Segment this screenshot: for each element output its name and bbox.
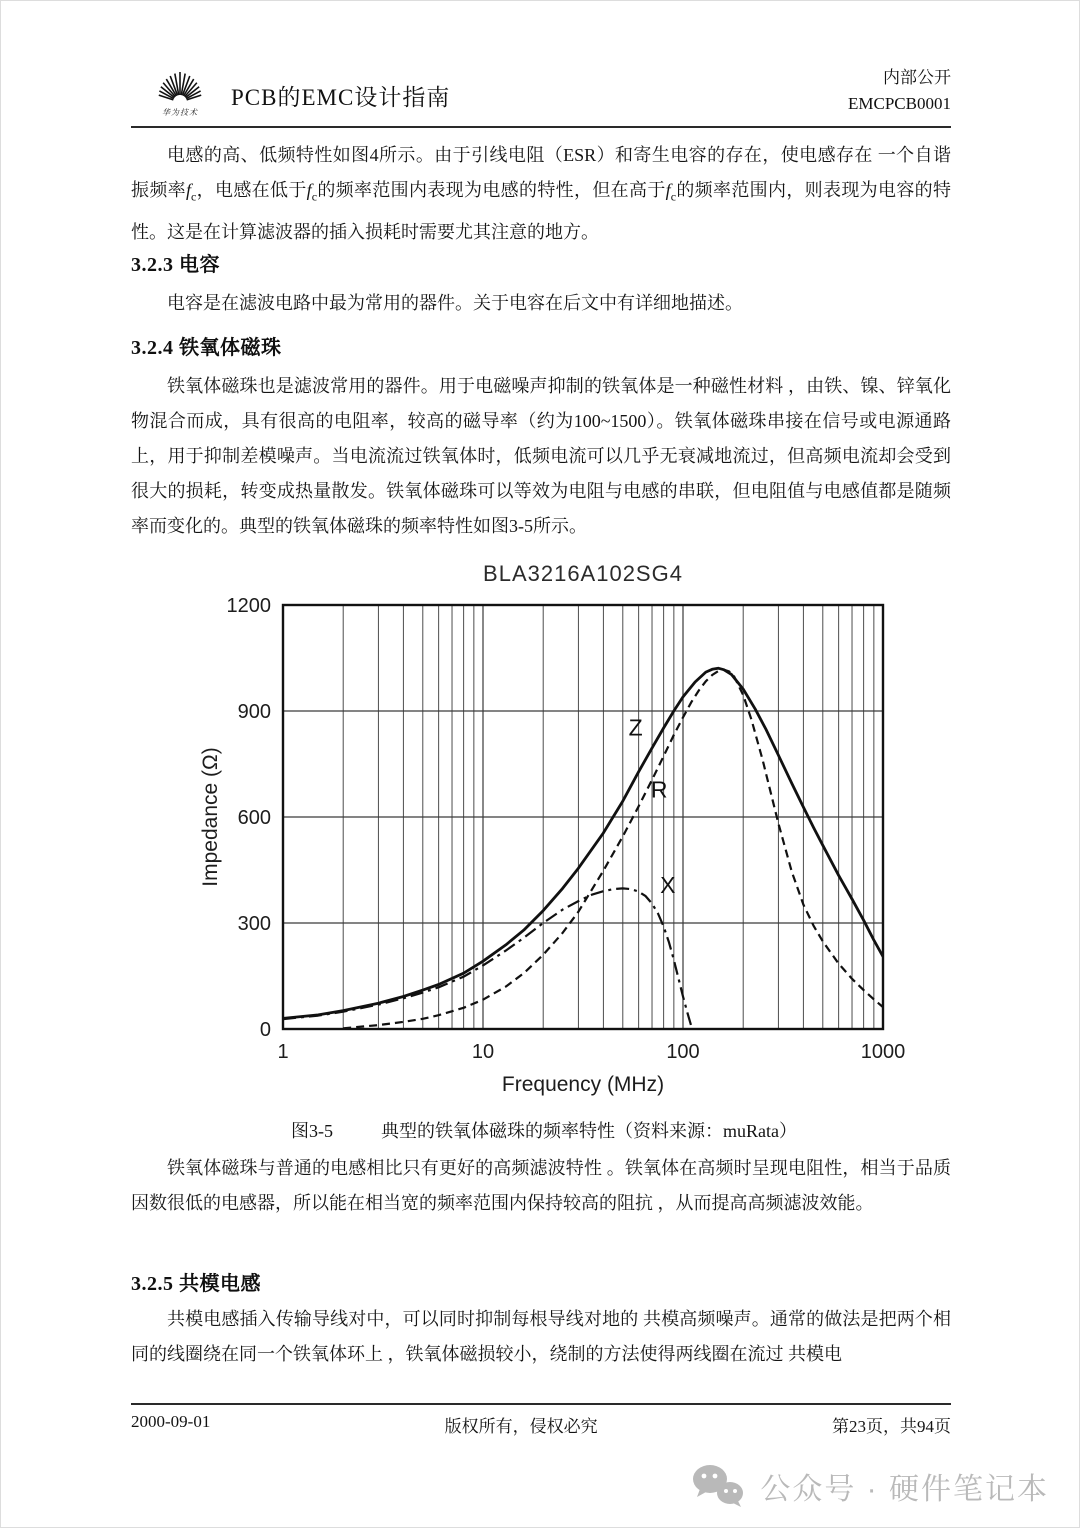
- figure-3-5: [131, 553, 921, 1105]
- formula-sub: c: [191, 189, 197, 204]
- section-323-paragraph: 电容是在滤波电路中最为常用的器件。关于电容在后文中有详细地描述。: [167, 293, 743, 313]
- formula-sub: c: [670, 189, 677, 204]
- page-header: [131, 1, 951, 128]
- text-run: ，电感在低于: [196, 180, 307, 200]
- y-axis-label: Impedance (Ω): [199, 747, 222, 887]
- header-left: [155, 62, 450, 118]
- x-tick-label: 1: [277, 1041, 289, 1063]
- x-tick-label: 100: [666, 1041, 700, 1063]
- series-R-label: R: [650, 776, 668, 803]
- intro-paragraph: [131, 138, 951, 250]
- y-tick-label: 0: [259, 1019, 271, 1041]
- section-heading-323: 3.2.3 电容: [131, 254, 220, 276]
- y-tick-label: 900: [237, 701, 271, 723]
- y-tick-label: 1200: [226, 595, 271, 617]
- y-tick-label: 600: [237, 807, 271, 829]
- text-run: 的频率范围内，则表现为电容的特性。这是在计算滤波器的插入损耗时需要尤其注意的地方。: [131, 180, 952, 242]
- footer-page-number: 第23页，共94页: [831, 1417, 951, 1436]
- figure-caption-label: 图3-5: [291, 1121, 333, 1141]
- series-X-label: X: [660, 871, 676, 898]
- page-footer: [131, 1403, 951, 1437]
- footer-date: 2000-09-01: [131, 1412, 211, 1431]
- x-axis-label: Frequency (MHz): [501, 1073, 665, 1096]
- doc-number: EMCPCB0001: [848, 94, 951, 113]
- figure-caption: [131, 1117, 951, 1143]
- company-logo: [155, 62, 205, 118]
- formula-f: f: [306, 180, 312, 200]
- section-heading-325: 3.2.5 共模电感: [131, 1273, 261, 1295]
- formula-f: f: [665, 180, 671, 200]
- section-325-paragraph: 共模电感插入传输导线对中，可以同时抑制每根导线对地的 共模高频噪声。通常的做法是把两个相同的线圈绕在同一个铁氧体环上 ，铁氧体磁损较小，绕制的方法使得两线圈在流过 共模电: [131, 1309, 951, 1364]
- document-title: PCB的EMC设计指南: [231, 85, 451, 110]
- section-324-paragraph: 铁氧体磁珠也是滤波常用的器件。用于电磁噪声抑制的铁氧体是一种磁性材料 ，由铁、镍、锌氧化物混合而成，具有很高的电阻率，较高的磁导率（约为100~1500）。铁氧体磁珠串接在信号或电源通路上，用于抑制差模噪声。当电流流过铁氧体时，低频电流可以几乎无衰减地流过，但高频电流却会受到很大的损耗，转变成热量散发。铁氧体磁珠可以等效为电阻与电感的串联，但电阻值与电感值都是随频率而变化的。典型的铁氧体磁珠的频率特性如图3-5所示。: [131, 376, 951, 536]
- chart-title: BLA3216A102SG4: [483, 561, 683, 586]
- wechat-icon: [690, 1463, 746, 1509]
- formula-f: f: [186, 180, 192, 200]
- figure-caption-text: 典型的铁氧体磁珠的频率特性（资料来源：muRata）: [381, 1121, 797, 1141]
- series-R-curve: [343, 670, 883, 1029]
- text-run: 电感的高、低频特性如图4所示。由于引线电阻（ESR）和寄生电容的存在，使电感存在 一个自谐振频率: [131, 145, 951, 200]
- series-Z-label: Z: [628, 714, 643, 741]
- series-Z-curve: [283, 668, 883, 1018]
- classification-label: 内部公开: [883, 68, 951, 87]
- x-tick-label: 1000: [860, 1041, 906, 1063]
- formula-sub: c: [311, 189, 318, 204]
- watermark-text: 公众号 · 硬件笔记本: [760, 1473, 1049, 1506]
- impedance-frequency-chart: [131, 553, 921, 1105]
- after-figure-paragraph: 铁氧体磁珠与普通的电感相比只有更好的高频滤波特性 。铁氧体在高频时呈现电阻性，相当于品质因数很低的电感器，所以能在相当宽的频率范围内保持较高的阻抗 ，从而提高高频滤波效能。: [131, 1158, 951, 1213]
- section-heading-324: 3.2.4 铁氧体磁珠: [131, 337, 282, 359]
- footer-copyright: 版权所有，侵权必究: [444, 1417, 598, 1436]
- huawei-fan-logo-icon: [155, 62, 205, 106]
- watermark: [690, 1463, 1049, 1509]
- text-run: 的频率范围内表现为电感的特性，但在高于: [317, 180, 666, 200]
- header-classification: [848, 65, 951, 117]
- x-tick-label: 10: [471, 1041, 495, 1063]
- logo-caption: 华为技术: [162, 108, 198, 117]
- y-tick-label: 300: [237, 913, 271, 935]
